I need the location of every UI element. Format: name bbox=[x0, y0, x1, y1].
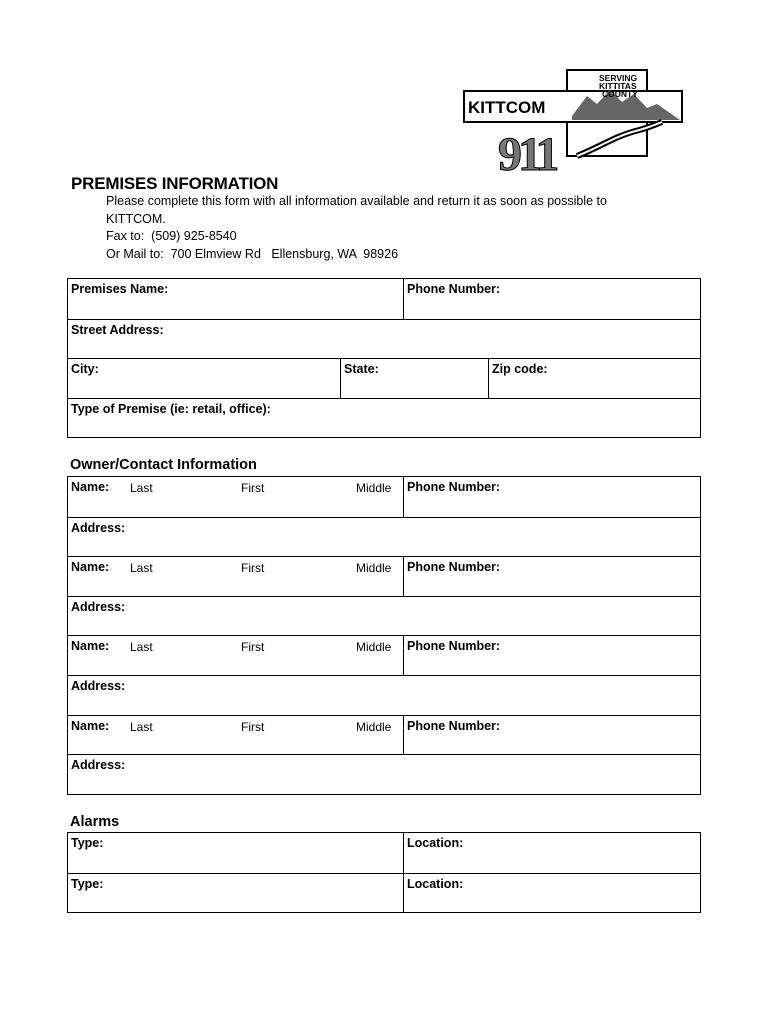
owner-grid bbox=[67, 476, 701, 795]
city-field[interactable] bbox=[68, 359, 340, 398]
intro-line: Fax to: (509) 925-8540 bbox=[106, 229, 237, 243]
intro-line: KITTCOM. bbox=[106, 211, 166, 226]
street-address-field[interactable] bbox=[68, 320, 700, 359]
city-label: City: bbox=[71, 362, 99, 377]
intro-line: Please complete this form with all information available and return it as soon as possible to bbox=[106, 194, 607, 208]
first-label: First bbox=[241, 640, 265, 655]
contact-phone-field[interactable] bbox=[403, 636, 700, 675]
contact-name-field[interactable] bbox=[68, 557, 403, 596]
address-label: Address: bbox=[71, 678, 126, 693]
intro-text bbox=[106, 193, 607, 263]
name-label: Name: bbox=[71, 718, 110, 733]
logo-name: KITTCOM bbox=[468, 98, 546, 117]
kittcom-911-logo bbox=[462, 66, 684, 174]
city-row bbox=[68, 358, 700, 398]
contact-address-field[interactable] bbox=[68, 518, 700, 557]
premises-name-label: Premises Name: bbox=[71, 282, 169, 296]
premises-name-row bbox=[68, 279, 700, 319]
contact-phone-field[interactable] bbox=[403, 477, 700, 517]
name-label: Name: bbox=[71, 560, 110, 575]
intro-line: Or Mail to: 700 Elmview Rd Ellensburg, WA 98926 bbox=[106, 246, 399, 261]
alarm-row bbox=[68, 873, 700, 913]
contact-phone-field[interactable] bbox=[403, 716, 700, 755]
contact-address-row bbox=[68, 596, 700, 636]
middle-label: Middle bbox=[356, 561, 392, 576]
alarm-type-label: Type: bbox=[71, 836, 104, 850]
contact-address-row bbox=[68, 754, 700, 794]
alarm-row bbox=[68, 833, 700, 873]
premises-phone-label: Phone Number: bbox=[407, 282, 501, 296]
alarm-location-label: Location: bbox=[407, 836, 464, 850]
state-field[interactable] bbox=[340, 359, 488, 398]
contact-address-field[interactable] bbox=[68, 676, 700, 715]
page-title: PREMISES INFORMATION bbox=[71, 174, 279, 193]
name-label: Name: bbox=[71, 639, 110, 654]
address-label: Address: bbox=[71, 599, 126, 614]
contact-name-field[interactable] bbox=[68, 716, 403, 755]
logo-911: 911 bbox=[498, 128, 556, 174]
zip-label: Zip code: bbox=[492, 362, 548, 377]
alarm-location-label: Location: bbox=[407, 876, 464, 891]
premises-grid bbox=[67, 278, 701, 438]
last-label: Last bbox=[130, 481, 153, 495]
middle-label: Middle bbox=[356, 719, 392, 734]
contact-phone-label: Phone Number: bbox=[407, 718, 501, 733]
alarms-grid bbox=[67, 832, 701, 913]
contact-name-field[interactable] bbox=[68, 636, 403, 675]
contact-name-row bbox=[68, 556, 700, 596]
contact-address-row bbox=[68, 517, 700, 557]
alarm-location-field[interactable] bbox=[403, 874, 700, 913]
logo-tagline-3: COUNTY bbox=[602, 89, 638, 99]
alarms-heading: Alarms bbox=[70, 814, 120, 830]
owner-heading: Owner/Contact Information bbox=[70, 457, 257, 473]
contact-name-field[interactable] bbox=[68, 477, 403, 517]
alarm-location-field[interactable] bbox=[403, 833, 700, 873]
alarm-type-label: Type: bbox=[71, 876, 104, 891]
contact-phone-field[interactable] bbox=[403, 557, 700, 596]
logo-tagline-1: SERVING bbox=[599, 73, 638, 83]
contact-phone-label: Phone Number: bbox=[407, 639, 501, 654]
street-address-label: Street Address: bbox=[71, 322, 164, 337]
logo-tagline-2: KITTITAS bbox=[599, 81, 637, 91]
premise-type-row bbox=[68, 398, 700, 438]
alarm-type-field[interactable] bbox=[68, 833, 403, 873]
premise-type-label: Type of Premise (ie: retail, office): bbox=[71, 401, 271, 416]
address-label: Address: bbox=[71, 520, 126, 535]
first-label: First bbox=[241, 719, 265, 734]
premises-phone-field[interactable] bbox=[403, 279, 700, 319]
first-label: First bbox=[241, 561, 265, 576]
address-label: Address: bbox=[71, 758, 126, 773]
middle-label: Middle bbox=[356, 640, 392, 655]
contact-name-row bbox=[68, 477, 700, 517]
last-label: Last bbox=[130, 561, 153, 576]
contact-phone-label: Phone Number: bbox=[407, 480, 501, 494]
middle-label: Middle bbox=[356, 481, 392, 495]
contact-address-field[interactable] bbox=[68, 597, 700, 636]
premises-name-field[interactable] bbox=[68, 279, 403, 319]
street-row bbox=[68, 319, 700, 359]
premise-type-field[interactable] bbox=[68, 399, 700, 438]
last-label: Last bbox=[130, 719, 153, 734]
zip-field[interactable] bbox=[488, 359, 700, 398]
last-label: Last bbox=[130, 640, 153, 655]
alarm-type-field[interactable] bbox=[68, 874, 403, 913]
first-label: First bbox=[241, 481, 265, 495]
state-label: State: bbox=[344, 362, 379, 377]
contact-phone-label: Phone Number: bbox=[407, 560, 501, 575]
name-label: Name: bbox=[71, 480, 110, 494]
contact-name-row bbox=[68, 635, 700, 675]
contact-address-field[interactable] bbox=[68, 755, 700, 794]
contact-address-row bbox=[68, 675, 700, 715]
contact-name-row bbox=[68, 715, 700, 755]
